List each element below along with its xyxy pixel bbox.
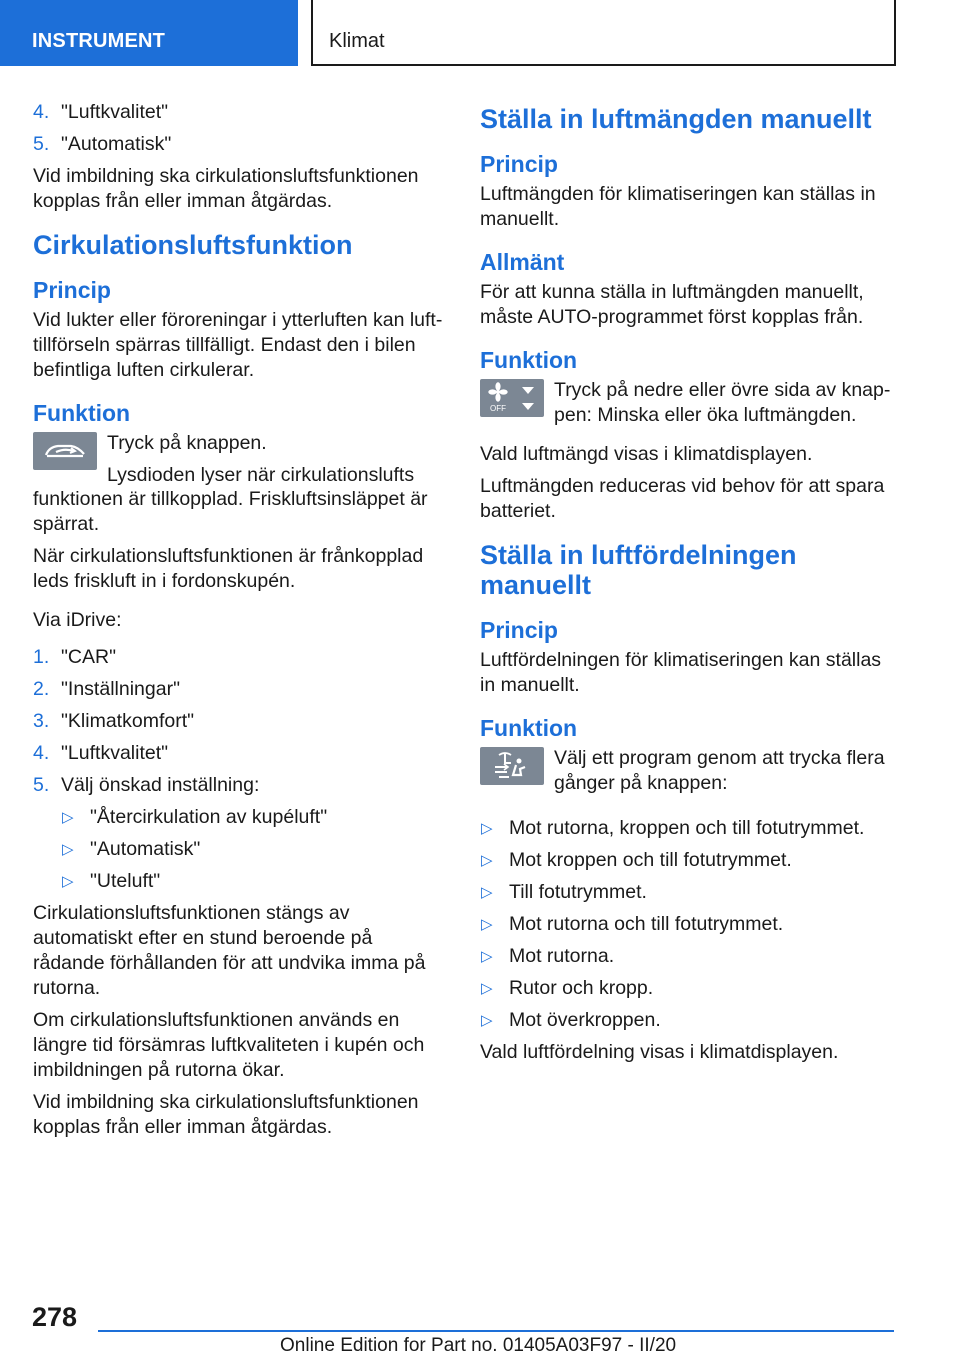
recirculation-car-icon (33, 432, 97, 470)
list-item: 1. "CAR" (33, 646, 117, 668)
subheading-principle: Princip (480, 617, 558, 643)
triangle-bullet-icon: ▷ (481, 948, 493, 965)
paragraph: När cirkulationsluftsfunktionen är frånkopplad leds friskluft in i fordonskupén. (33, 545, 424, 592)
paragraph: Vid imbildning ska cirkulationsluftsfunktionen kopplas från eller imman åtgärdas. (33, 1091, 419, 1138)
list-item: ▷ Mot rutorna. (481, 945, 615, 967)
function-line: Lysdioden lyser när cirkulationslufts (107, 464, 415, 486)
paragraph: För att kunna ställa in luftmängden manuellt, måste AUTO-programmet först kopplas från. (480, 281, 864, 328)
triangle-bullet-icon: ▷ (481, 820, 493, 837)
subheading-principle: Princip (33, 277, 111, 303)
paragraph: Vald luftmängd visas i klimatdisplayen. (480, 443, 813, 465)
page-header (0, 0, 960, 66)
paragraph: Luftmängden reduceras vid behov för att spara batteriet. (480, 475, 885, 522)
fan-off-icon (480, 379, 544, 417)
list-item: ▷ Mot rutorna och till fotutrymmet. (481, 913, 784, 935)
footer-divider (98, 1330, 894, 1332)
list-item: 5. "Automatisk" (33, 133, 172, 155)
section-tab: INSTRUMENT (0, 0, 298, 66)
svg-text:OFF: OFF (490, 404, 506, 413)
list-item: 2. "Inställningar" (33, 678, 180, 700)
list-item: 4. "Luftkvalitet" (33, 742, 169, 764)
function-line: Välj ett program genom att trycka flera gånger på knappen: (554, 747, 885, 794)
triangle-bullet-icon: ▷ (481, 1012, 493, 1029)
left-column (33, 100, 447, 1147)
triangle-bullet-icon: ▷ (481, 852, 493, 869)
list-item: ▷ Rutor och kropp. (481, 977, 654, 999)
paragraph: Om cirkulationsluftsfunktionen används en längre tid försämras luftkvaliteten i kupén och imbildningen på rutorna ökar. (33, 1009, 425, 1081)
air-distribution-icon (480, 747, 544, 785)
edition-note: Online Edition for Part no. 01405A03F97 - II/20 (280, 1335, 677, 1356)
paragraph: Vid lukter eller föroreningar i ytterluften kan lufttillförseln spärras tillfälligt. Endast den i bilen befintliga luften cirkulerar. (33, 309, 443, 381)
triangle-bullet-icon: ▷ (62, 873, 74, 890)
triangle-bullet-icon: ▷ (62, 841, 74, 858)
function-row (480, 379, 900, 435)
section-heading: Ställa in luftfördelningen manuellt (480, 540, 797, 600)
paragraph: Cirkulationsluftsfunktionen stängs av automatiskt efter en stund beroende på rådande förhållanden för att undvika imma på rutorna. (33, 902, 426, 999)
function-line: Tryck på nedre eller övre sida av knappen: Minska eller öka luftmängden. (554, 379, 891, 426)
right-column (480, 100, 900, 1072)
subheading-function: Funktion (480, 715, 578, 741)
section-heading: Ställa in luftmängden manuellt (480, 104, 872, 134)
triangle-bullet-icon: ▷ (481, 980, 493, 997)
subheading-principle: Princip (480, 151, 558, 177)
triangle-bullet-icon: ▷ (481, 884, 493, 901)
list-item: ▷ Mot överkroppen. (481, 1009, 661, 1031)
list-item: ▷ "Automatisk" (62, 838, 201, 860)
section-heading: Cirkulationsluftsfunktion (33, 230, 353, 260)
list-item: 3. "Klimatkomfort" (33, 710, 195, 732)
triangle-bullet-icon: ▷ (62, 809, 74, 826)
list-item: ▷ Mot rutorna, kroppen och till fotutrymmet. (481, 817, 865, 839)
paragraph: Vid imbildning ska cirkulationsluftsfunktionen kopplas från eller imman åtgärdas. (33, 165, 419, 212)
list-item: ▷ Mot kroppen och till fotutrymmet. (481, 849, 792, 871)
paragraph: Via iDrive: (33, 609, 122, 631)
paragraph: Luftfördelningen för klimatiseringen kan ställas in manuellt. (480, 649, 882, 696)
paragraph: Luftmängden för klimatiseringen kan ställas in manuellt. (480, 183, 876, 230)
list-item: ▷ "Uteluft" (62, 870, 161, 892)
list-item: 4. "Luftkvalitet" (33, 101, 169, 123)
chapter-title: Klimat (311, 0, 896, 66)
subheading-function: Funktion (33, 400, 131, 426)
function-row (33, 432, 447, 488)
paragraph: Vald luftfördelning visas i klimatdisplayen. (480, 1041, 839, 1063)
function-line: Tryck på knappen. (107, 432, 267, 454)
function-row (480, 747, 900, 803)
list-item: 5. Välj önskad inställning: (33, 774, 260, 796)
subheading-function: Funktion (480, 347, 578, 373)
list-item: ▷ Till fotutrymmet. (481, 881, 647, 903)
paragraph: funktionen är tillkopplad. Friskluftsinsläppet är spärrat. (33, 488, 428, 535)
page-number: 278 (32, 1302, 78, 1332)
subheading-general: Allmänt (480, 249, 565, 275)
triangle-bullet-icon: ▷ (481, 916, 493, 933)
list-item: ▷ "Återcirkulation av kupéluft" (62, 806, 328, 828)
